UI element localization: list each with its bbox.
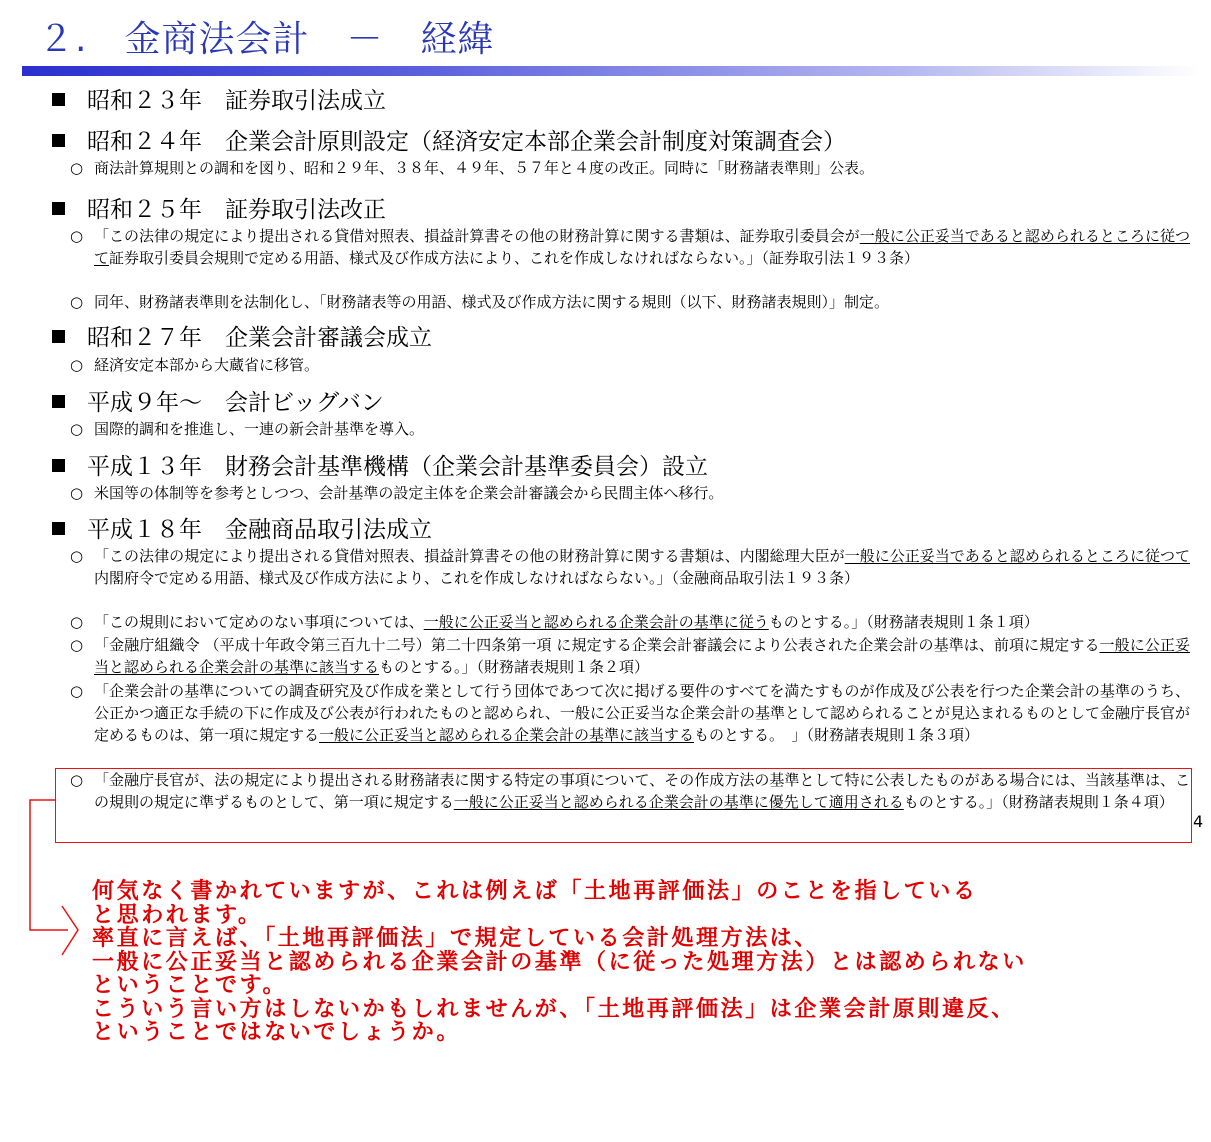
heading-h13 [52,452,708,482]
quote-fiea-193 [70,545,1190,589]
comment-line: こういう言い方はしないかもしれませんが、「土地再評価法」は企業会計原則違反、 [92,996,1016,1022]
quote-underline: 一般に公正妥当と認められる企業会計の基準に優先して適用される [453,793,904,811]
quote-underline: 一般に公正妥当と認められる企業会計の基準に該当する [319,726,695,744]
quote-text: 「金融庁長官が、法の規定により提出される財務諸表に関する特定の事項について、その作成方法の基準として特に公表したものがある場合には、当該基準は、この規則の規定に準ずるものとして、第一項に規定する [94,771,1190,811]
heading-text: 平成１８年 金融商品取引法成立 [87,517,432,543]
quote-underline: 一般に公正妥当と認められる企業会計の基準に従う [423,613,769,631]
heading-s24 [52,127,846,157]
heading-text: 昭和２５年 証券取引法改正 [87,197,386,223]
quote-text: ものとする。」（財務諸表規則１条１項） [768,613,1039,631]
comment-line: ということではないでしょうか。 [92,1020,462,1045]
comment-line: ということです。 [92,973,288,998]
circle-bullet-icon: ○ [70,547,84,565]
quote-text: 「この法律の規定により提出される貸借対照表、損益計算書その他の財務計算に関する書類は、証券取引委員会が [94,227,860,245]
circle-bullet-icon: ○ [70,420,84,438]
quote-text: ものとする。」（財務諸表規則１条４項） [903,793,1174,811]
heading-text: 平成１３年 財務会計基準機構（企業会計基準委員会）設立 [87,454,708,480]
circle-bullet-icon: ○ [70,682,84,700]
quote-text: 「金融庁組織令 （平成十年政令第三百九十二号）第二十四条第一項 に規定する企業会計審議会により公表された企業会計の基準は、前項に規定する [94,636,1100,654]
comment-line: 一般に公正妥当と認められる企業会計の基準（に従った処理方法）とは認められない [92,949,1027,975]
red-commentary [92,880,1202,1045]
note-text: 商法計算規則との調和を図り、昭和２９年、３８年、４９年、５７年と４度の改正。同時に「財務諸表準則」公表。 [94,159,875,177]
circle-bullet-icon: ○ [70,771,84,789]
quote-rule-1-2 [70,634,1190,678]
page-number: 4 [1193,812,1204,831]
title-underline-bar [22,66,1200,76]
note-s25 [70,291,889,313]
quote-text: ものとする。」（財務諸表規則１条２項） [379,658,650,676]
comment-line: 率直に言えば、「土地再評価法」で規定している会計処理方法は、 [92,926,820,951]
heading-text: 昭和２３年 証券取引法成立 [87,88,386,114]
quote-text: ものとする。 」（財務諸表規則１条３項） [694,726,980,744]
quote-text: 「この規則において定めのない事項については、 [94,613,424,631]
quote-text: 証券取引委員会規則で定める用語、様式及び作成方法により、これを作成しなければならない。」（証券取引法１９３条） [109,249,920,267]
page-title: ２. 金商法会計 － 経緯 [38,19,495,60]
circle-bullet-icon: ○ [70,293,84,311]
circle-bullet-icon: ○ [70,227,84,245]
connector-arrow [0,0,110,1000]
note-text: 同年、財務諸表準則を法制化し、「財務諸表等の用語、様式及び作成方法に関する規則（以下、財務諸表規則）」制定。 [94,293,890,311]
heading-text: 平成９年～ 会計ビッグバン [87,390,384,416]
highlight-box [55,768,1192,843]
heading-text: 昭和２４年 企業会計原則設定（経済安定本部企業会計制度対策調査会） [87,129,846,155]
quote-rule-1-3 [70,680,1190,746]
circle-bullet-icon: ○ [70,613,84,631]
comment-line: と思われます。 [92,902,263,928]
quote-underline: 一般に公正妥当と認められる企業会計の基準に該当する [94,636,1190,676]
quote-text: 「この法律の規定により提出される貸借対照表、損益計算書その他の財務計算に関する書類は、内閣総理大臣が [94,547,845,565]
quote-securities-law-193 [70,225,1190,269]
note-h9 [70,418,424,440]
quote-underline: 一般に公正妥当であると認められるところに従つて [94,227,1190,267]
note-s24 [70,157,874,179]
comment-line: 何気なく書かれていますが、これは例えば「土地再評価法」のことを指している [92,879,978,904]
circle-bullet-icon: ○ [70,484,84,502]
quote-rule-1-1 [70,611,1190,633]
heading-text: 昭和２７年 企業会計審議会成立 [87,325,432,351]
quote-underline: 一般に公正妥当であると認められるところに従つて [844,547,1190,565]
quote-text: 「企業会計の基準についての調査研究及び作成を業として行う団体であつて次に掲げる要件のすべてを満たすものが作成及び公表を行つた企業会計の基準のうち、公正かつ適正な手続の下に作成及び公表が行われたものと認められ、一般に公正妥当な企業会計の基準として認められることが見込まれるものとして金融庁長官が定めるものは、第一項に規定する [94,682,1190,744]
circle-bullet-icon: ○ [70,159,84,177]
note-text: 国際的調和を推進し、一連の新会計基準を導入。 [94,420,425,438]
note-h13 [70,482,723,504]
quote-text: 内閣府令で定める用語、様式及び作成方法により、これを作成しなければならない。」（金融商品取引法１９３条） [94,569,860,587]
note-text: 米国等の体制等を参考としつつ、会計基準の設定主体を企業会計審議会から民間主体へ移行。 [94,484,724,502]
note-text: 経済安定本部から大蔵省に移管。 [94,356,320,374]
circle-bullet-icon: ○ [70,356,84,374]
circle-bullet-icon: ○ [70,636,84,654]
